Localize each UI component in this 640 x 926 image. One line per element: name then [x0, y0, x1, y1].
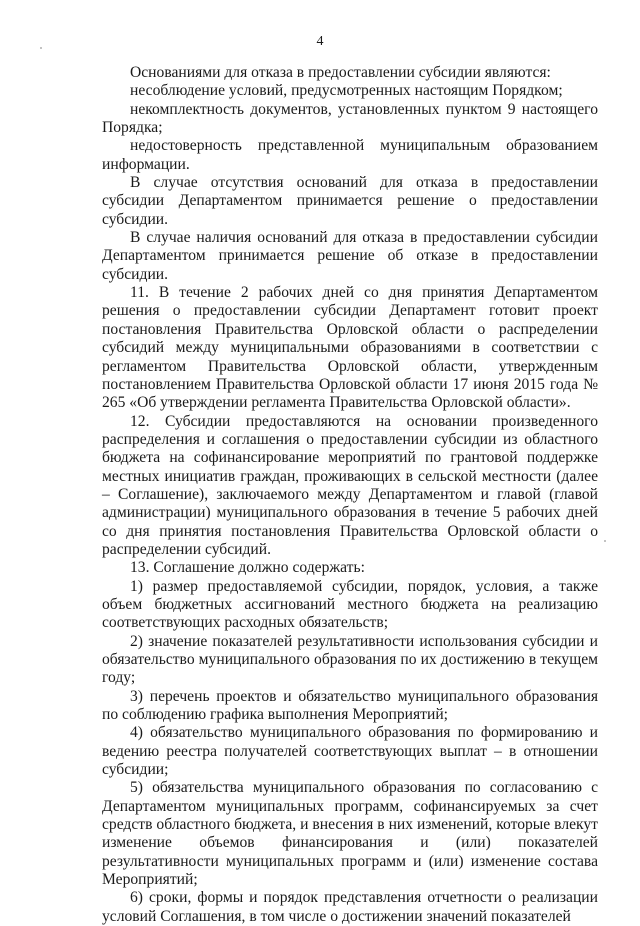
list-item-agreement-6: 6) сроки, формы и порядок представления отчетности о реализации условий Соглашения, в том числе о достижении значений показателей [102, 889, 598, 925]
document-body [102, 64, 598, 926]
list-item-agreement-3: 3) перечень проектов и обязательство муниципального образования по соблюдению графика выполнения Мероприятий; [102, 687, 598, 724]
list-item-agreement-2: 2) значение показателей результативности использования субсидии и обязательство муниципального образования по их достижению в текущем году; [102, 632, 598, 687]
paragraph-decision-refusal: В случае наличия оснований для отказа в предоставлении субсидии Департаментом принимается решение об отказе в предоставлении субсидии. [102, 229, 598, 283]
paragraph-refusal-ground-false-information: недостоверность представленной муниципальным образованием информации. [102, 137, 598, 173]
list-item-agreement-5: 5) обязательства муниципального образования по согласованию с Департаментом муниципальных программ, софинансируемых за счет средств областного бюджета, и внесения в них изменений, которые влекут изменение объемов финансирования и (или) показателей результативности муниципальных программ и (или) изменение состава Мероприятий; [102, 779, 598, 889]
scan-dot-mark [604, 540, 606, 542]
paragraph-refusal-ground-noncompliance: несоблюдение условий, предусмотренных настоящим Порядком; [130, 82, 563, 100]
list-item-agreement-1: 1) размер предоставляемой субсидии, порядок, условия, а также объем бюджетных ассигнований местного бюджета на реализацию соответствующих расходных обязательств; [102, 577, 598, 632]
list-item-agreement-4: 4) обязательство муниципального образования по формированию и ведению реестра получателей соответствующих выплат – в отношении субсидии; [102, 724, 598, 779]
paragraph-clause-12: 12. Субсидии предоставляются на основании произведенного распределения и соглашения о предоставлении субсидии из областного бюджета на софинансирование мероприятий по грантовой поддержке местных инициатив граждан, проживающих в сельской местности (далее – Соглашение), заключаемого между Департаментом и главой (главой администрации) муниципального образования в течение 5 рабочих дней со дня принятия постановления Правительства Орловской области о распределении субсидий. [102, 412, 598, 558]
page-number: 4 [316, 34, 324, 49]
paragraph-refusal-grounds-intro: Основаниями для отказа в предоставлении субсидии являются: [130, 64, 551, 81]
paragraph-clause-11: 11. В течение 2 рабочих дней со дня принятия Департаментом решения о предоставлении субсидии Департамент готовит проект постановления Правительства Орловской области о распределении субсидий между муниципальными образованиями в соответствии с регламентом Правительства Орловской области, утвержденным постановлением Правительства Орловской области 17 июня 2015 года № 265 «Об утверждении регламента Правительства Орловской области». [102, 284, 598, 412]
paragraph-decision-grant: В случае отсутствия оснований для отказа в предоставлении субсидии Департаментом принимается решение о предоставлении субсидии. [102, 174, 598, 228]
paragraph-clause-13: 13. Соглашение должно содержать: [130, 559, 365, 577]
paragraph-refusal-ground-incomplete-documents: некомплектность документов, установленных пунктом 9 настоящего Порядка; [102, 100, 598, 137]
